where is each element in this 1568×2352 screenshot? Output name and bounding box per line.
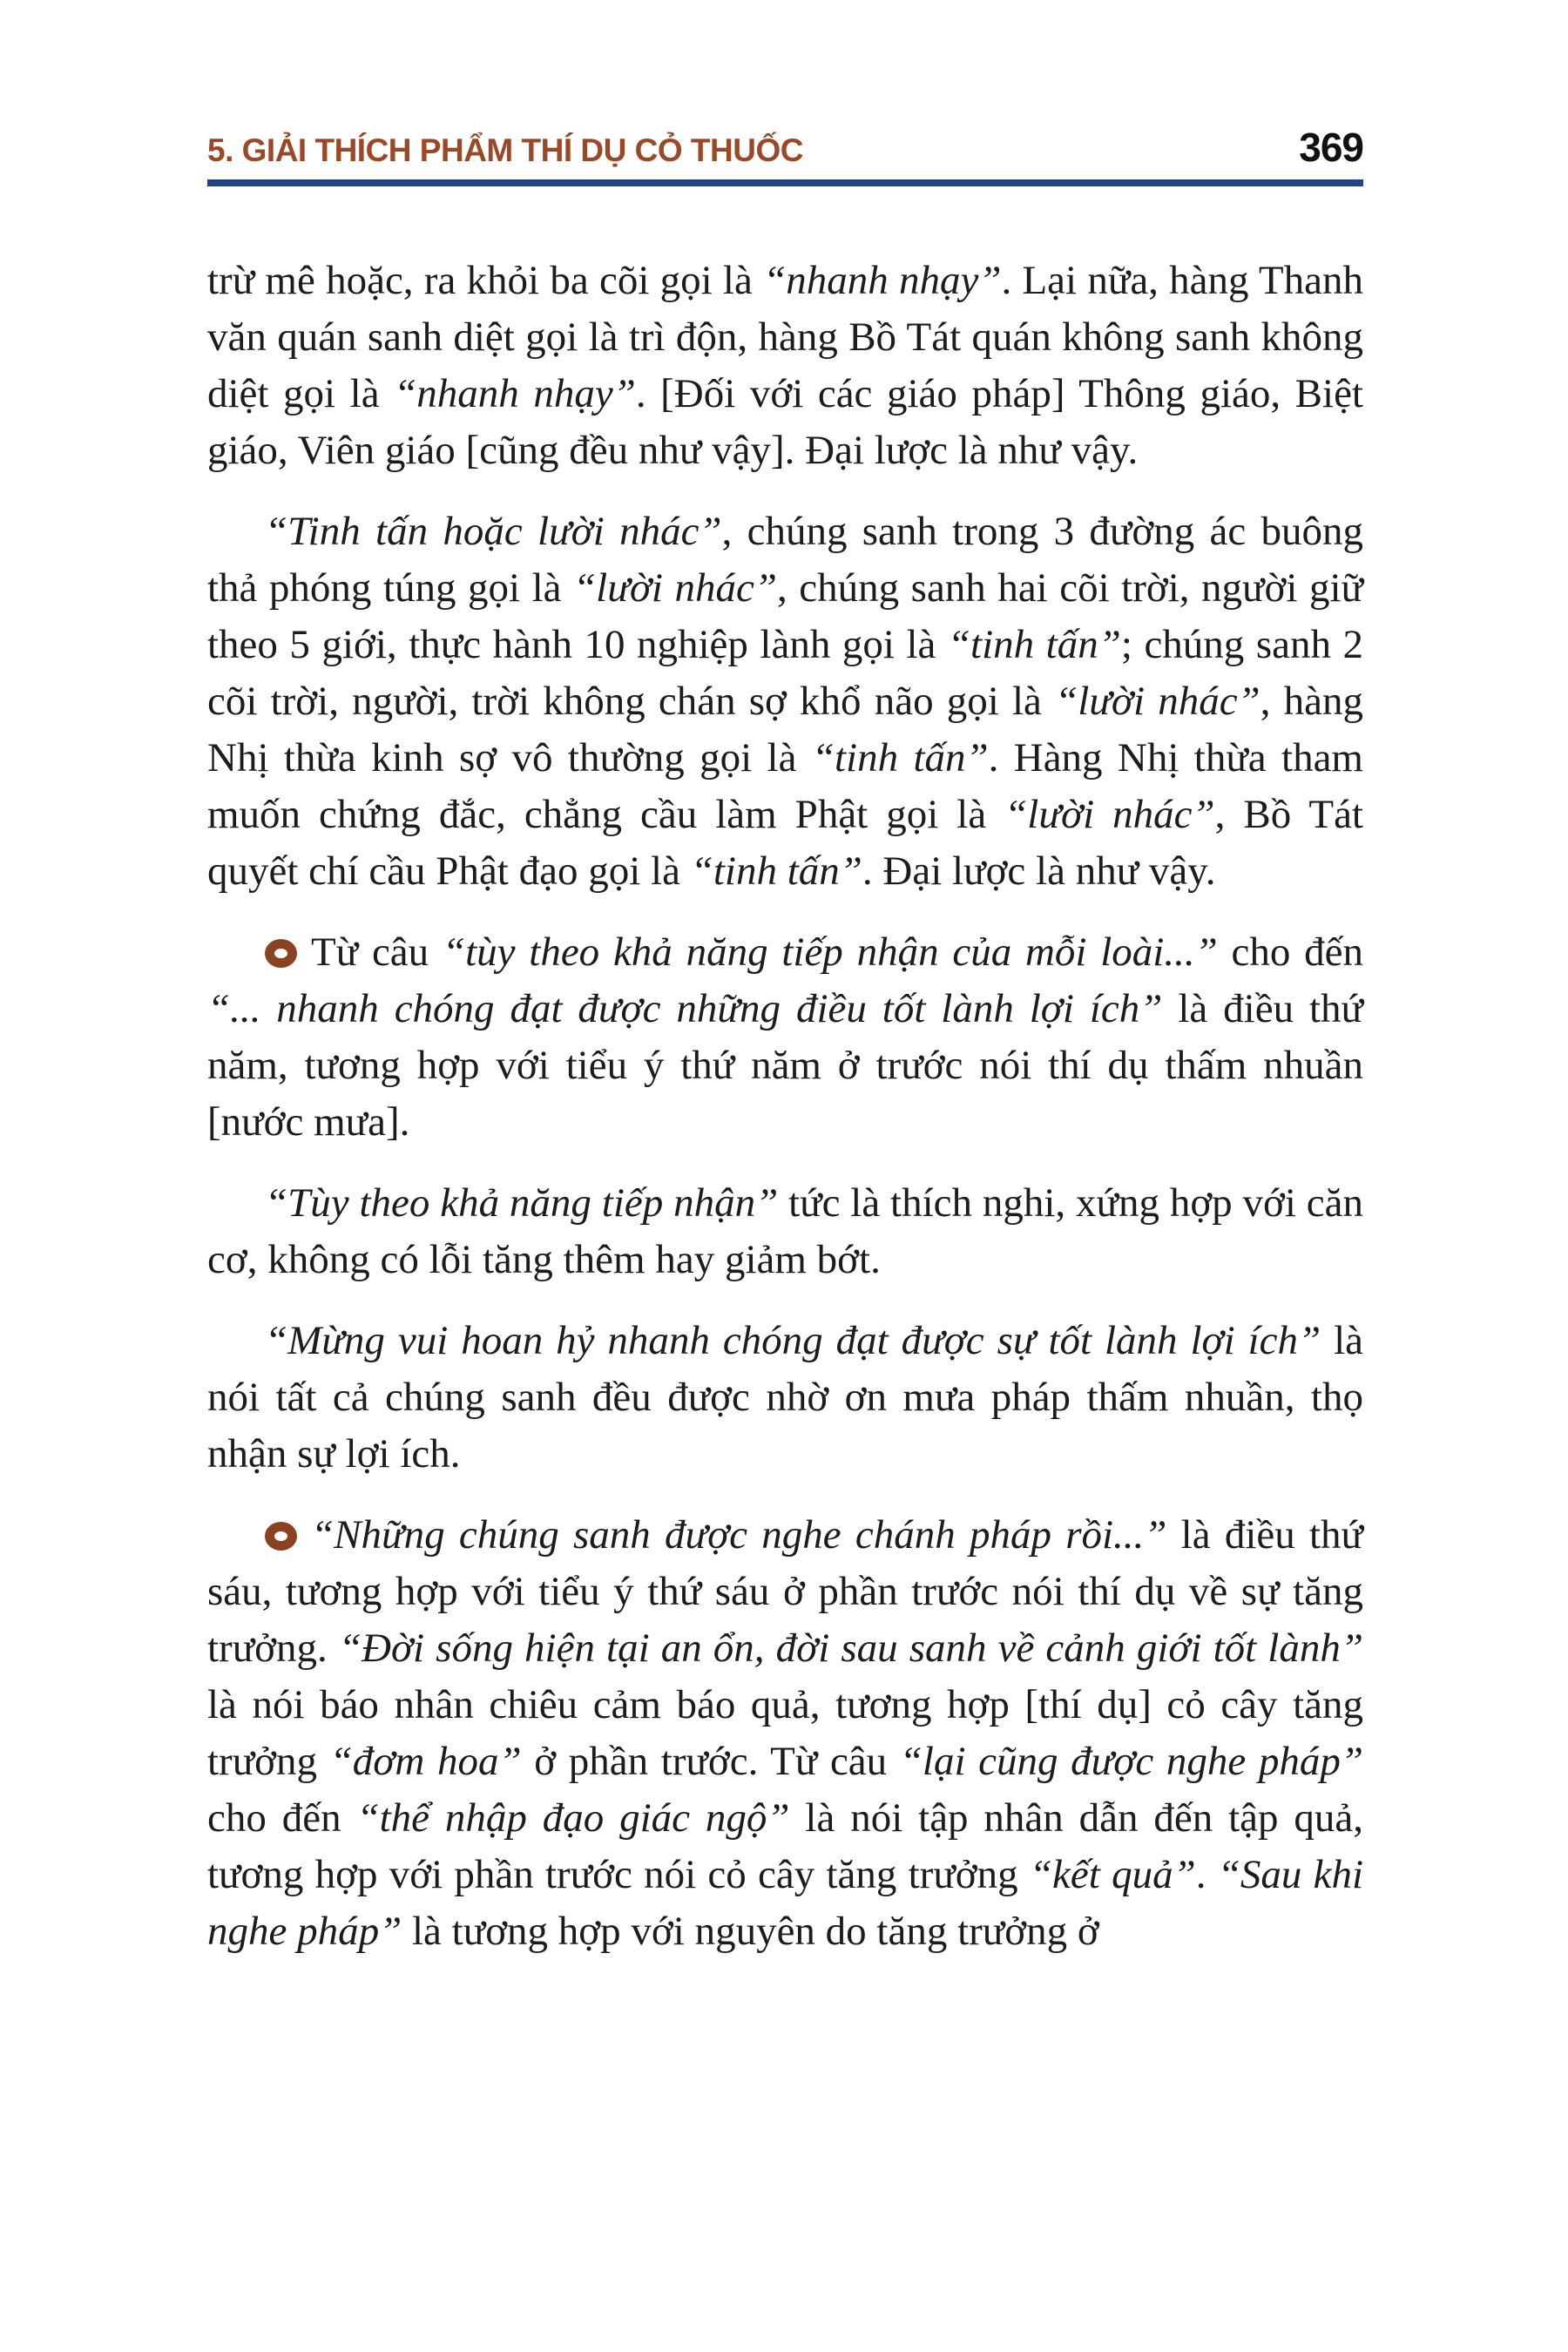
text-run: ở phần trước. Từ câu [521, 1739, 900, 1784]
text-run: , hàng Nhị thừa kinh sợ vô thường gọi là [207, 679, 1363, 781]
chapter-title: 5. GIẢI THÍCH PHẨM THÍ DỤ CỎ THUỐC [207, 132, 803, 168]
text-run: cho đến [1217, 929, 1363, 975]
quoted-term: “Tùy theo khả năng tiếp nhận” [265, 1180, 779, 1226]
paragraph [207, 253, 1363, 479]
quoted-term: “kết quả” [1029, 1852, 1196, 1897]
text-run: là nói báo nhân chiêu cảm báo quả, tương hợp [thí dụ] cỏ cây tăng trưởng [207, 1682, 1363, 1784]
text-run: là điều thứ năm, tương hợp với tiểu ý thứ năm ở trước nói thí dụ thấm nhuần [nước mưa]. [207, 986, 1364, 1145]
quoted-term: “thể nhập đạo giác ngộ” [356, 1795, 790, 1841]
text-run: . [Đối với các giáo pháp] Thông giáo, Biệt giáo, Viên giáo [cũng đều như vậy]. Đại lược là như vậy. [207, 371, 1363, 473]
quoted-term: “đơm hoa” [329, 1739, 522, 1784]
text-run: ; chúng sanh 2 cõi trời, người, trời không chán sợ khổ não gọi là [207, 622, 1363, 724]
quoted-term: “tinh tấn” [947, 622, 1121, 667]
quoted-term: “Tinh tấn hoặc lười nhác” [265, 509, 722, 554]
body-text [207, 186, 1363, 1960]
paragraph [207, 1175, 1363, 1288]
text-run: . Đại lược là như vậy. [862, 848, 1216, 894]
ring-bullet-icon [265, 939, 297, 968]
text-run: là nói tất cả chúng sanh đều được nhờ ơn mưa pháp thấm nhuần, thọ nhận sự lợi ích. [207, 1318, 1363, 1477]
page-number: 369 [1299, 125, 1363, 170]
text-run: Từ câu [311, 929, 443, 975]
text-run: tức là thích nghi, xứng hợp với căn cơ, không có lỗi tăng thêm hay giảm bớt. [207, 1180, 1363, 1282]
quoted-term: “... nhanh chóng đạt được những điều tốt lành lợi ích” [207, 986, 1163, 1031]
text-run: là nói tập nhân dẫn đến tập quả, tương hợp với phần trước nói cỏ cây tăng trưởng [207, 1795, 1363, 1897]
quoted-term: “Sau khi nghe pháp” [207, 1852, 1364, 1954]
text-run: . Hàng Nhị thừa tham muốn chứng đắc, chẳng cầu làm Phật gọi là [207, 735, 1363, 837]
paragraph [207, 924, 1363, 1151]
text-run: là tương hợp với nguyên do tăng trưởng ở [402, 1909, 1099, 1954]
page-header [207, 124, 1363, 171]
quoted-term: “lại cũng được nghe pháp” [899, 1739, 1363, 1784]
text-run: cho đến [207, 1795, 357, 1841]
text-run: , chúng sanh hai cõi trời, người giữ theo 5 giới, thực hành 10 nghiệp lành gọi là [207, 565, 1363, 667]
text-run: trừ mê hoặc, ra khỏi ba cõi gọi là [207, 258, 764, 303]
quoted-term: “Những chúng sanh được nghe chánh pháp rồi...” [311, 1512, 1167, 1558]
paragraph [207, 1313, 1363, 1483]
quoted-term: “tùy theo khả năng tiếp nhận của mỗi loài...” [442, 929, 1218, 975]
quoted-term: “lười nhác” [573, 565, 778, 611]
quoted-term: “nhanh nhạy” [394, 371, 636, 416]
text-run: . [1195, 1852, 1218, 1897]
ring-bullet-icon [265, 1522, 297, 1551]
text-run: , chúng sanh trong 3 đường ác buông thả phóng túng gọi là [207, 509, 1363, 611]
text-run: . Lại nữa, hàng Thanh văn quán sanh diệt gọi là trì độn, hàng Bồ Tát quán không sanh không diệt gọi là [207, 258, 1364, 416]
quoted-term: “Đời sống hiện tại an ổn, đời sau sanh về cảnh giới tốt lành” [338, 1625, 1363, 1671]
header-rule [207, 179, 1363, 186]
quoted-term: “tinh tấn” [690, 848, 862, 894]
quoted-term: “tinh tấn” [811, 735, 989, 781]
text-run: , Bồ Tát quyết chí cầu Phật đạo gọi là [207, 792, 1363, 894]
quoted-term: “lười nhác” [1055, 679, 1260, 724]
paragraph [207, 1507, 1363, 1960]
text-run: là điều thứ sáu, tương hợp với tiểu ý thứ sáu ở phần trước nói thí dụ về sự tăng trưởng. [207, 1512, 1364, 1671]
quoted-term: “Mừng vui hoan hỷ nhanh chóng đạt được sự tốt lành lợi ích” [265, 1318, 1321, 1363]
quoted-term: “nhanh nhạy” [763, 258, 1002, 303]
quoted-term: “lười nhác” [1004, 792, 1215, 837]
paragraph [207, 504, 1363, 900]
page-content [207, 124, 1363, 1960]
